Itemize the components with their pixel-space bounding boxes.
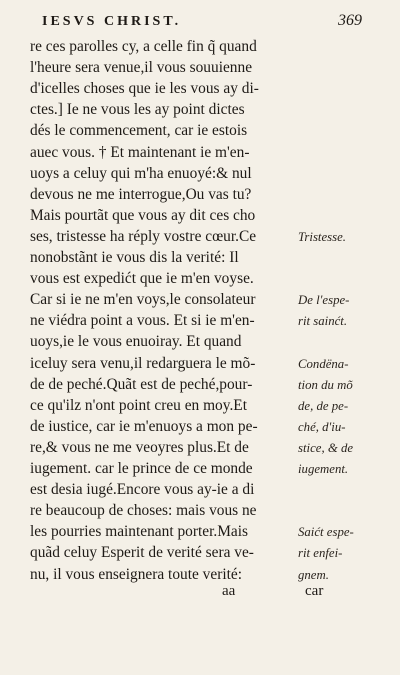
text-line: re beaucoup de choses: mais vous ne (30, 502, 257, 520)
text-line: re,& vous ne me veoyres plus.Et de (30, 438, 249, 456)
text-line: les pourries maintenant porter.Mais (30, 523, 248, 541)
text-line: nonobstãnt ie vous dis la verité: Il (30, 249, 239, 266)
text-line: auec vous. † Et maintenant ie m'en- (30, 143, 250, 161)
margin-note: tion du mõ (298, 377, 353, 392)
margin-note: stice, & de (298, 440, 354, 455)
text-line: d'icelles choses que ie les vous ay di- (30, 80, 259, 98)
page-number: 369 (338, 12, 362, 29)
text-line: devous ne me interrogue,Ou vas tu? (30, 185, 252, 203)
margin-note: rit sainćt. (298, 314, 348, 329)
text-line: nu, il vous enseignera toute verité: (30, 565, 242, 583)
margin-note: Condëna- (298, 356, 349, 371)
margin-note: iugement. (298, 462, 349, 476)
text-line: iugement. car le prince de ce monde (30, 460, 253, 477)
text-line: iceluy sera venu,il redarguera le mõ- (30, 354, 256, 372)
margin-note: rit enfei- (298, 546, 343, 561)
text-line: ses, tristesse ha réply vostre cœur.Ce (30, 227, 257, 245)
margin-note: de, de pe- (298, 398, 349, 413)
margin-note: Tristesse. (298, 229, 347, 244)
text-line: est desia iugé.Encore vous ay-ie a di (30, 481, 255, 499)
margin-note: gnem. (298, 567, 329, 582)
text-line: ctes.] Ie ne vous les ay point dictes (30, 101, 245, 119)
signature-mark: aa (222, 583, 236, 599)
text-line: de iustice, car ie m'enuoys a mon pe- (30, 417, 258, 435)
page-header (42, 12, 362, 34)
catchword: car (305, 583, 324, 599)
text-line: Car si ie ne m'en voys,le consolateur (30, 291, 256, 309)
text-line: uoys,ie le vous enuoiray. Et quand (30, 333, 242, 351)
margin-note: ché, d'iu- (298, 419, 346, 434)
text-line: Mais pourtãt que vous ay dit ces cho (30, 206, 256, 224)
text-line: ne viédra point a vous. Et si ie m'en- (30, 312, 255, 330)
text-line: dés le commencement, car ie estois (30, 122, 248, 140)
text-line: de de peché.Quãt est de peché,pour- (30, 375, 253, 393)
margin-note: De l'espe- (298, 293, 350, 308)
text-line: ce qu'ilz n'ont point creu en moy.Et (30, 396, 247, 414)
margin-note: Saićt espe- (298, 525, 354, 540)
text-line: l'heure sera venue,il vous souuienne (30, 59, 253, 77)
text-line: vous est expedićt que ie m'en voyse. (30, 270, 254, 288)
text-line: re ces parolles cy, a celle fin q̃ quand (30, 38, 257, 55)
running-title: IESVS CHRIST. (42, 14, 182, 29)
text-line: uoys a celuy qui m'ha enuoyé:& nul (30, 164, 252, 182)
text-line: quãd celuy Esperit de verité sera ve- (30, 544, 254, 562)
